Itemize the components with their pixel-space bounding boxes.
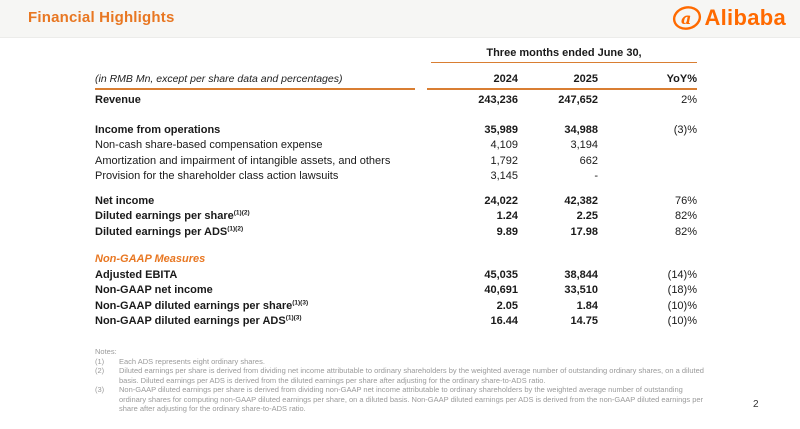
header-rule-left: [95, 88, 415, 90]
table-row-diluted-eads: Diluted earnings per $ADS^{(1)(2)}$ 9.89 17.98 82%: [95, 224, 697, 238]
footnote-1: (1) Each ADS represents eight ordinary shares.: [95, 356, 265, 366]
table-row-non-gaap-net-income: Non-GAAP net income 40,691 33,510 (18)%: [95, 284, 697, 296]
col-header-yoy: YoY%: [666, 73, 697, 85]
table-row-sbc-expense: Non-cash share-based compensation expense 4,109 3,194: [95, 139, 598, 151]
row-label-header: (in RMB Mn, except per share data and percentages): [95, 73, 343, 85]
footnotes-heading: Notes:: [95, 347, 117, 356]
alibaba-a-mark-icon: [672, 4, 702, 32]
column-header-row: [95, 63, 697, 85]
header-rule: [95, 88, 697, 90]
table-body: [95, 93, 697, 330]
table-row-provision-lawsuits: Provision for the shareholder class action lawsuits 3,145 -: [95, 170, 598, 182]
period-header: Three months ended June 30,: [431, 46, 697, 63]
col-header-2024: 2024: [493, 73, 518, 85]
alibaba-logo: [672, 4, 786, 32]
table-row-non-gaap-diluted-eads: Non-GAAP diluted earnings per $ADS^{(1)(3)}$ 16.44 14.75 (10)%: [95, 314, 697, 327]
table-row-non-gaap-diluted-eps: Non-GAAP diluted earnings per share$^{(1)(3)}$ 2.05 1.84 (10)%: [95, 298, 697, 312]
alibaba-logo-text: Alibaba: [704, 5, 786, 30]
table-row-diluted-eps: Diluted earnings per share$^{(1)(2)}$ 1.24 2.25 82%: [95, 209, 697, 222]
table-row-adjusted-ebita: Adjusted EBITA 45,035 38,844 (14)%: [95, 268, 697, 281]
section-header-non-gaap: Non-GAAP Measures: [95, 253, 206, 265]
table-row-revenue: Revenue 243,236 247,652 2%: [95, 94, 697, 106]
footnote-3: (3) Non-GAAP diluted earnings per share is derived from dividing non-GAAP net income attributable to ordinary shareholders by the weighted average number of outstanding ordinary shares for computing non-GAAP diluted earnings per share, on a diluted basis. Non-GAAP diluted earnings per ADS is derived from the non-GAAP diluted earnings per share after adjusting for the ordinary share-to-ADS ratio.: [95, 385, 704, 413]
svg-text:a: a: [681, 9, 692, 28]
page-number: 2: [753, 399, 759, 410]
table-row-net-income: Net income 24,022 42,382 76%: [95, 194, 697, 207]
table-row-amortization: Amortization and impairment of intangible assets, and others 1,792 662: [95, 154, 598, 167]
footnotes: [95, 347, 707, 414]
table-row-income-from-operations: Income from operations 35,989 34,988 (3)%: [95, 123, 697, 136]
footnote-2: (2) Diluted earnings per share is derived from dividing net income attributable to ordinary shareholders by the weighted average number of outstanding ordinary shares, on a diluted basis. Diluted earnings per ADS is derived from the diluted earnings per share after adjusting for the ordinary share-to-ADS ratio.: [95, 366, 704, 385]
header-rule-right: [427, 88, 697, 90]
financial-table: [95, 46, 697, 330]
page-title: Financial Highlights: [28, 9, 175, 26]
col-header-2025: 2025: [573, 73, 598, 85]
